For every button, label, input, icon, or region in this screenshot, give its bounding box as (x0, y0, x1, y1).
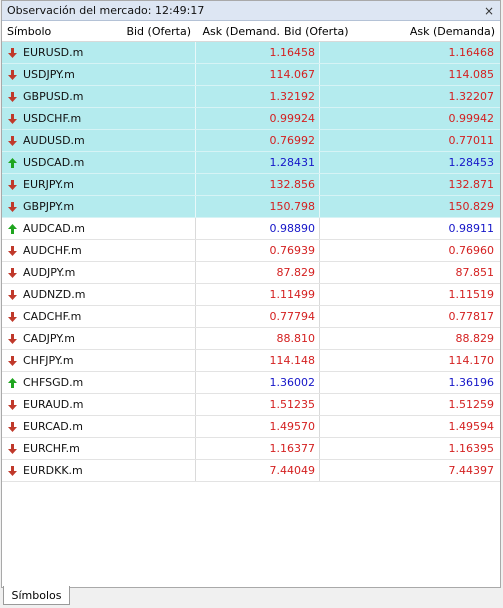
symbol-cell (2, 350, 196, 371)
ask-price: 1.16468 (448, 46, 494, 59)
table-row[interactable] (2, 350, 500, 372)
table-row[interactable] (2, 130, 500, 152)
bid-price: 1.16377 (196, 438, 320, 459)
ask-price: 7.44397 (448, 464, 494, 477)
market-watch-window (1, 0, 501, 588)
bid-price: 1.36002 (196, 372, 320, 393)
ask-price: 0.99942 (448, 112, 494, 125)
arrow-down-icon (8, 180, 17, 190)
table-row[interactable] (2, 218, 500, 240)
symbol-cell (2, 372, 196, 393)
symbol-name: CHFJPY.m (23, 354, 74, 367)
bid-price: 0.76992 (196, 130, 320, 151)
ask-price: 1.49594 (448, 420, 494, 433)
bid-price: 1.49570 (196, 416, 320, 437)
window-title: Observación del mercado: 12:49:17 (7, 4, 205, 17)
ask-price: 1.16395 (448, 442, 494, 455)
symbol-cell (2, 328, 196, 349)
table-row[interactable] (2, 86, 500, 108)
symbol-name: EURDKK.m (23, 464, 83, 477)
column-header-bid[interactable]: Bid (Oferta) (284, 24, 349, 38)
symbol-name: CHFSGD.m (23, 376, 84, 389)
tab-symbols[interactable] (3, 586, 70, 605)
table-row[interactable] (2, 306, 500, 328)
bid-price: 150.798 (196, 196, 320, 217)
symbol-name: CADJPY.m (23, 332, 76, 345)
ask-price: 88.829 (455, 332, 494, 345)
ask-price: 150.829 (448, 200, 494, 213)
symbol-name: USDCAD.m (23, 156, 85, 169)
table-row[interactable] (2, 196, 500, 218)
symbol-cell (2, 130, 196, 151)
symbol-name: EURCAD.m (23, 420, 83, 433)
ask-price: 0.76960 (448, 244, 494, 257)
symbol-cell (2, 64, 196, 85)
bid-price: 87.829 (196, 262, 320, 283)
column-header-ask-short[interactable]: Ask (Demand. (202, 24, 280, 38)
table-row[interactable] (2, 152, 500, 174)
arrow-down-icon (8, 92, 17, 102)
symbol-name: AUDJPY.m (23, 266, 76, 279)
symbol-cell (2, 306, 196, 327)
bid-price: 1.32192 (196, 86, 320, 107)
arrow-down-icon (8, 114, 17, 124)
symbol-name: EURJPY.m (23, 178, 74, 191)
symbol-name: CADCHF.m (23, 310, 82, 323)
arrow-down-icon (8, 70, 17, 80)
symbol-cell (2, 460, 196, 481)
symbol-cell (2, 240, 196, 261)
symbol-cell (2, 174, 196, 195)
arrow-down-icon (8, 48, 17, 58)
tab-bar (0, 588, 503, 608)
arrow-down-icon (8, 312, 17, 322)
table-row[interactable] (2, 372, 500, 394)
arrow-down-icon (8, 466, 17, 476)
table-row[interactable] (2, 64, 500, 86)
symbol-cell (2, 152, 196, 173)
bid-price: 0.76939 (196, 240, 320, 261)
symbol-cell (2, 394, 196, 415)
table-row[interactable] (2, 460, 500, 482)
ask-price: 1.36196 (448, 376, 494, 389)
table-row[interactable] (2, 240, 500, 262)
bid-price: 0.99924 (196, 108, 320, 129)
arrow-down-icon (8, 356, 17, 366)
ask-price: 1.51259 (448, 398, 494, 411)
arrow-down-icon (8, 136, 17, 146)
bid-price: 1.16458 (196, 42, 320, 63)
column-header (2, 21, 500, 42)
arrow-down-icon (8, 422, 17, 432)
symbol-cell (2, 262, 196, 283)
ask-price: 132.871 (448, 178, 494, 191)
tab-symbols-label: Símbolos (11, 588, 62, 602)
symbol-cell (2, 86, 196, 107)
symbol-cell (2, 416, 196, 437)
arrow-down-icon (8, 400, 17, 410)
bid-price: 1.11499 (196, 284, 320, 305)
symbol-name: AUDNZD.m (23, 288, 86, 301)
arrow-down-icon (8, 268, 17, 278)
table-row[interactable] (2, 174, 500, 196)
bid-price: 0.98890 (196, 218, 320, 239)
title-bar[interactable] (2, 1, 500, 21)
bid-price: 0.77794 (196, 306, 320, 327)
arrow-up-icon (8, 378, 17, 388)
symbol-name: AUDUSD.m (23, 134, 85, 147)
symbol-list (2, 42, 500, 482)
ask-price: 0.77817 (448, 310, 494, 323)
symbol-cell (2, 218, 196, 239)
table-row[interactable] (2, 328, 500, 350)
column-header-symbol[interactable]: Símbolo (7, 24, 52, 38)
table-row[interactable] (2, 108, 500, 130)
arrow-down-icon (8, 334, 17, 344)
column-header-bid-short[interactable]: Bid (Oferta) (126, 24, 191, 38)
bid-price: 7.44049 (196, 460, 320, 481)
symbol-cell (2, 438, 196, 459)
table-row[interactable] (2, 438, 500, 460)
table-row[interactable] (2, 394, 500, 416)
ask-price: 87.851 (455, 266, 494, 279)
arrow-down-icon (8, 202, 17, 212)
arrow-up-icon (8, 158, 17, 168)
symbol-cell (2, 196, 196, 217)
symbol-cell (2, 42, 196, 63)
table-row[interactable] (2, 284, 500, 306)
symbol-cell (2, 108, 196, 129)
arrow-down-icon (8, 444, 17, 454)
arrow-down-icon (8, 290, 17, 300)
bid-price: 114.067 (196, 64, 320, 85)
arrow-down-icon (8, 246, 17, 256)
ask-price: 0.98911 (448, 222, 494, 235)
ask-price: 114.085 (448, 68, 494, 81)
symbol-name: AUDCAD.m (23, 222, 85, 235)
symbol-name: USDJPY.m (23, 68, 75, 81)
column-header-ask[interactable]: Ask (Demanda) (409, 24, 495, 38)
bid-price: 1.51235 (196, 394, 320, 415)
symbol-name: EURCHF.m (23, 442, 80, 455)
symbol-name: AUDCHF.m (23, 244, 82, 257)
symbol-name: GBPUSD.m (23, 90, 84, 103)
table-row[interactable] (2, 262, 500, 284)
bid-price: 114.148 (196, 350, 320, 371)
symbol-name: GBPJPY.m (23, 200, 75, 213)
arrow-up-icon (8, 224, 17, 234)
ask-price: 114.170 (448, 354, 494, 367)
symbol-name: EURAUD.m (23, 398, 84, 411)
ask-price: 1.28453 (448, 156, 494, 169)
bid-price: 132.856 (196, 174, 320, 195)
ask-price: 1.11519 (448, 288, 494, 301)
ask-price: 0.77011 (448, 134, 494, 147)
table-row[interactable] (2, 416, 500, 438)
symbol-name: EURUSD.m (23, 46, 84, 59)
bid-price: 1.28431 (196, 152, 320, 173)
close-icon[interactable]: × (483, 3, 494, 18)
symbol-name: USDCHF.m (23, 112, 82, 125)
symbol-cell (2, 284, 196, 305)
table-row[interactable] (2, 42, 500, 64)
ask-price: 1.32207 (448, 90, 494, 103)
bid-price: 88.810 (196, 328, 320, 349)
